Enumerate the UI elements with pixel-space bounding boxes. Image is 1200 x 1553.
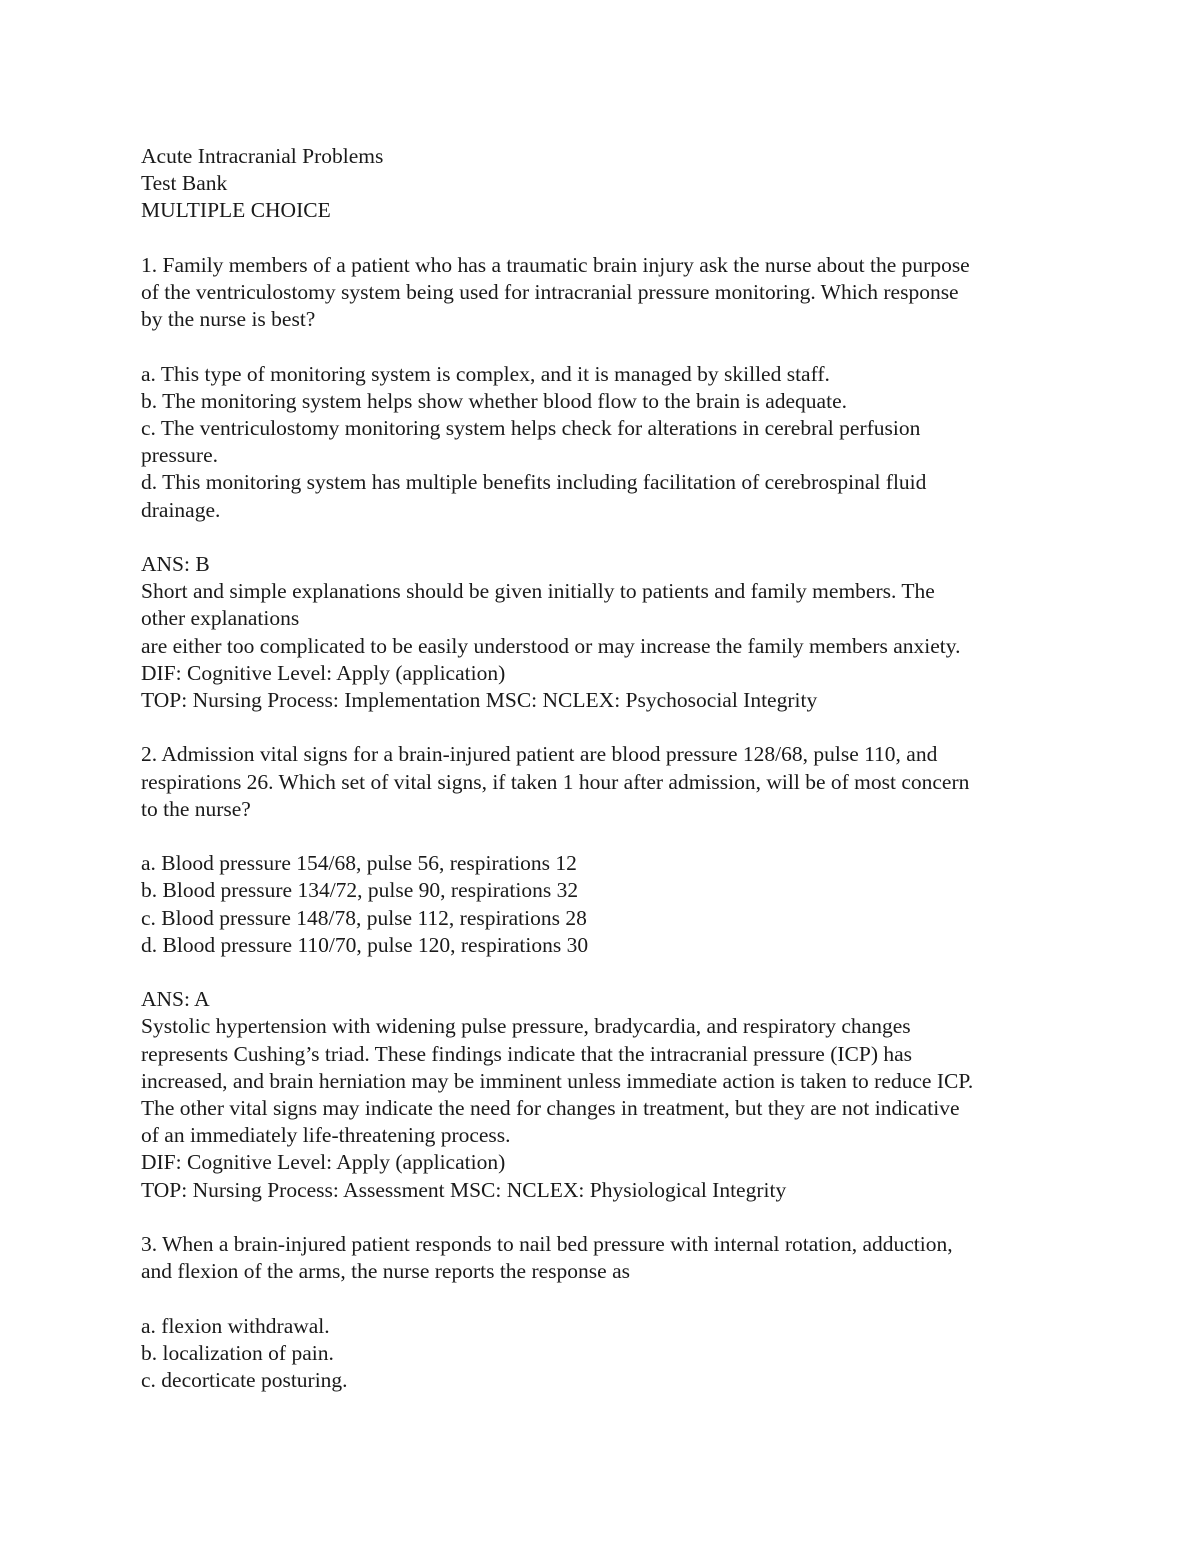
question-3 — [141, 1231, 1061, 1394]
question-stem-line: to the nurse? — [141, 796, 251, 821]
question-stem-line: and flexion of the arms, the nurse reports the response as — [141, 1259, 630, 1284]
rationale-line: are either too complicated to be easily understood or may increase the family members anxiety. — [141, 633, 961, 658]
answer-option-continued: pressure. — [141, 443, 219, 468]
answer-option: c. decorticate posturing. — [141, 1368, 348, 1393]
answer-option: b. Blood pressure 134/72, pulse 90, respirations 32 — [141, 878, 579, 903]
section-heading: MULTIPLE CHOICE — [141, 198, 331, 223]
answer-option: d. This monitoring system has multiple benefits including facilitation of cerebrospinal fluid — [141, 470, 927, 495]
rationale-line: increased, and brain herniation may be imminent unless immediate action is taken to reduce ICP. — [141, 1068, 974, 1093]
answer-key: ANS: A — [141, 987, 210, 1012]
rationale-line: Systolic hypertension with widening pulse pressure, bradycardia, and respiratory changes — [141, 1014, 911, 1039]
rationale-line: of an immediately life-threatening process. — [141, 1123, 511, 1148]
document-body — [141, 143, 1061, 1394]
topic-label: TOP: Nursing Process: Assessment MSC: NCLEX: Physiological Integrity — [141, 1177, 787, 1202]
question-2 — [141, 741, 1061, 1203]
difficulty-label: DIF: Cognitive Level: Apply (application) — [141, 660, 506, 685]
answer-option-continued: drainage. — [141, 497, 221, 522]
rationale-line: Short and simple explanations should be given initially to patients and family members. The — [141, 579, 935, 604]
answer-option: a. Blood pressure 154/68, pulse 56, respirations 12 — [141, 851, 577, 876]
question-stem-line: of the ventriculostomy system being used for intracranial pressure monitoring. Which response — [141, 280, 959, 304]
question-1 — [141, 252, 1061, 714]
rationale-line: represents Cushing’s triad. These findings indicate that the intracranial pressure (ICP) has — [141, 1041, 913, 1066]
answer-option: c. The ventriculostomy monitoring system helps check for alterations in cerebral perfusion — [141, 416, 921, 440]
question-stem-line: by the nurse is best? — [141, 307, 316, 332]
answer-option: c. Blood pressure 148/78, pulse 112, respirations 28 — [141, 905, 587, 930]
question-stem-line: respirations 26. Which set of vital signs, if taken 1 hour after admission, will be of most concern — [141, 769, 970, 794]
answer-option: a. flexion withdrawal. — [141, 1313, 330, 1338]
answer-option: a. This type of monitoring system is complex, and it is managed by skilled staff. — [141, 361, 830, 386]
document-title: Acute Intracranial Problems — [141, 144, 384, 168]
document-subtitle: Test Bank — [141, 171, 228, 196]
question-stem-line: 1. Family members of a patient who has a traumatic brain injury ask the nurse about the purpose — [141, 252, 970, 277]
question-stem-line: 3. When a brain-injured patient responds to nail bed pressure with internal rotation, adduction, — [141, 1232, 953, 1257]
question-stem-line: 2. Admission vital signs for a brain-injured patient are blood pressure 128/68, pulse 110, and — [141, 742, 938, 767]
rationale-line: other explanations — [141, 606, 300, 631]
answer-option: b. The monitoring system helps show whether blood flow to the brain is adequate. — [141, 388, 847, 413]
rationale-line: The other vital signs may indicate the need for changes in treatment, but they are not indicative — [141, 1096, 960, 1121]
topic-label: TOP: Nursing Process: Implementation MSC: NCLEX: Psychosocial Integrity — [141, 688, 818, 713]
difficulty-label: DIF: Cognitive Level: Apply (application) — [141, 1150, 506, 1175]
answer-key: ANS: B — [141, 552, 210, 576]
answer-option: b. localization of pain. — [141, 1340, 334, 1365]
answer-option: d. Blood pressure 110/70, pulse 120, respirations 30 — [141, 932, 589, 957]
